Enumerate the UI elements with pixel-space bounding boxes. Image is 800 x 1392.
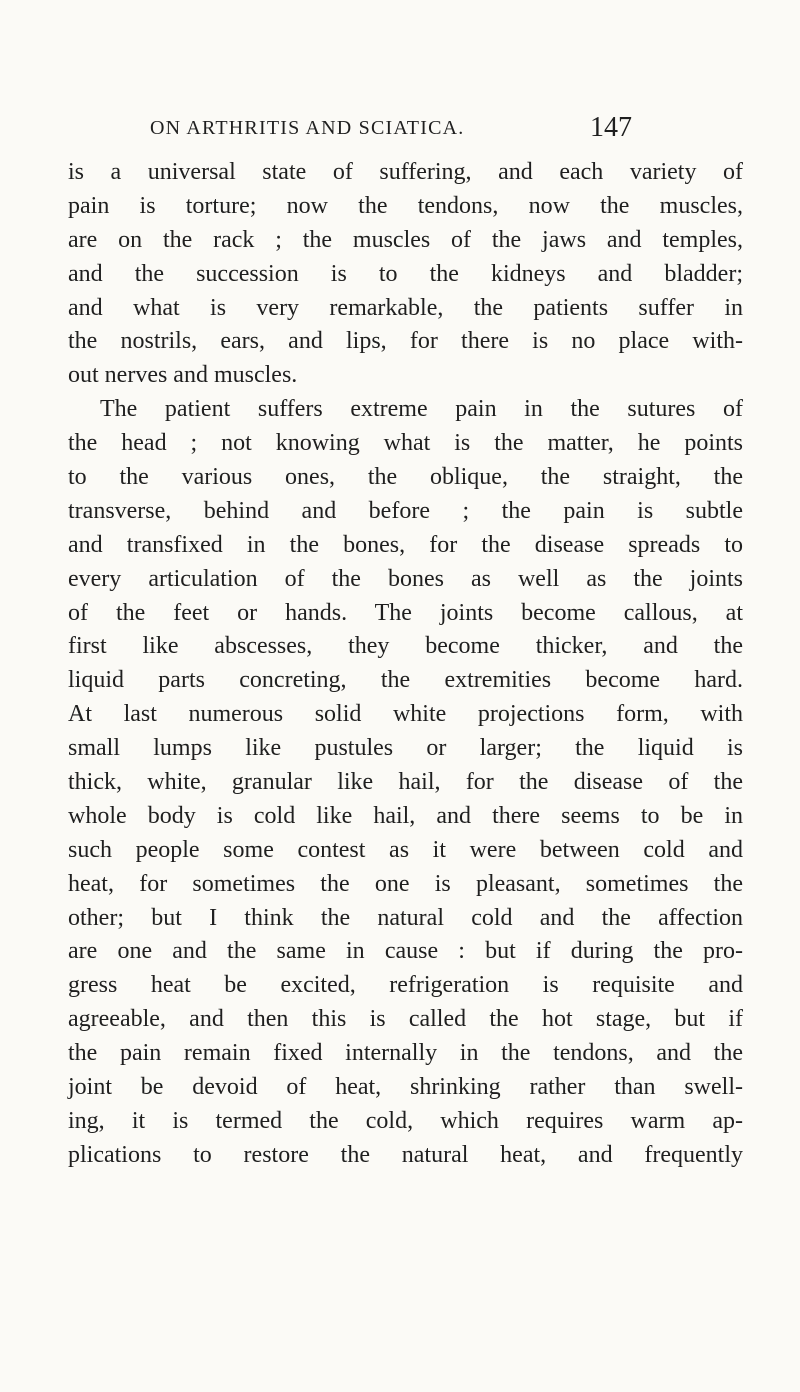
text-line: plications to restore the natural heat, and frequently xyxy=(68,1141,743,1168)
text-line: gress heat be excited, refrigeration is requisite and xyxy=(68,972,743,999)
text-line: the head ; not knowing what is the matter, he points xyxy=(68,430,743,457)
text-line: first like abscesses, they become thicker, and the xyxy=(68,633,743,660)
text-line: small lumps like pustules or larger; the liquid is xyxy=(68,735,743,762)
text-line: agreeable, and then this is called the hot stage, but if xyxy=(68,1006,743,1033)
text-line: of the feet or hands. The joints become callous, at xyxy=(68,599,743,626)
text-line: the pain remain fixed internally in the tendons, and the xyxy=(68,1040,743,1067)
text-line: pain is torture; now the tendons, now the muscles, xyxy=(68,192,743,219)
text-line: to the various ones, the oblique, the straight, the xyxy=(68,464,743,491)
text-line: At last numerous solid white projections form, with xyxy=(68,701,743,728)
text-line: every articulation of the bones as well as the joints xyxy=(68,565,743,592)
text-line: heat, for sometimes the one is pleasant, sometimes the xyxy=(68,870,743,897)
text-line: The patient suffers extreme pain in the sutures of xyxy=(100,396,743,423)
text-line: the nostrils, ears, and lips, for there is no place with- xyxy=(68,328,743,355)
text-line: such people some contest as it were between cold and xyxy=(68,836,743,863)
body-text xyxy=(68,156,743,1173)
text-line: liquid parts concreting, the extremities become hard. xyxy=(68,667,743,694)
text-line: is a universal state of suffering, and each variety of xyxy=(68,159,743,185)
running-title: ON ARTHRITIS AND SCIATICA. xyxy=(150,117,465,139)
text-line: are on the rack ; the muscles of the jaws and temples, xyxy=(68,226,743,253)
page-number: 147 xyxy=(590,112,632,143)
page-header xyxy=(0,112,800,148)
text-line: and the succession is to the kidneys and bladder; xyxy=(68,260,743,287)
text-line: and transfixed in the bones, for the disease spreads to xyxy=(68,531,743,558)
text-line: whole body is cold like hail, and there seems to be in xyxy=(68,802,743,829)
text-line: other; but I think the natural cold and the affection xyxy=(68,904,743,931)
text-line: and what is very remarkable, the patients suffer in xyxy=(68,294,743,321)
text-line: are one and the same in cause : but if during the pro- xyxy=(68,938,743,965)
text-line: thick, white, granular like hail, for the disease of the xyxy=(68,769,743,796)
text-line: transverse, behind and before ; the pain is subtle xyxy=(68,497,743,524)
text-line: joint be devoid of heat, shrinking rather than swell- xyxy=(68,1074,743,1101)
text-line: ing, it is termed the cold, which requires warm ap- xyxy=(68,1107,743,1134)
text-line: out nerves and muscles. xyxy=(68,362,298,389)
